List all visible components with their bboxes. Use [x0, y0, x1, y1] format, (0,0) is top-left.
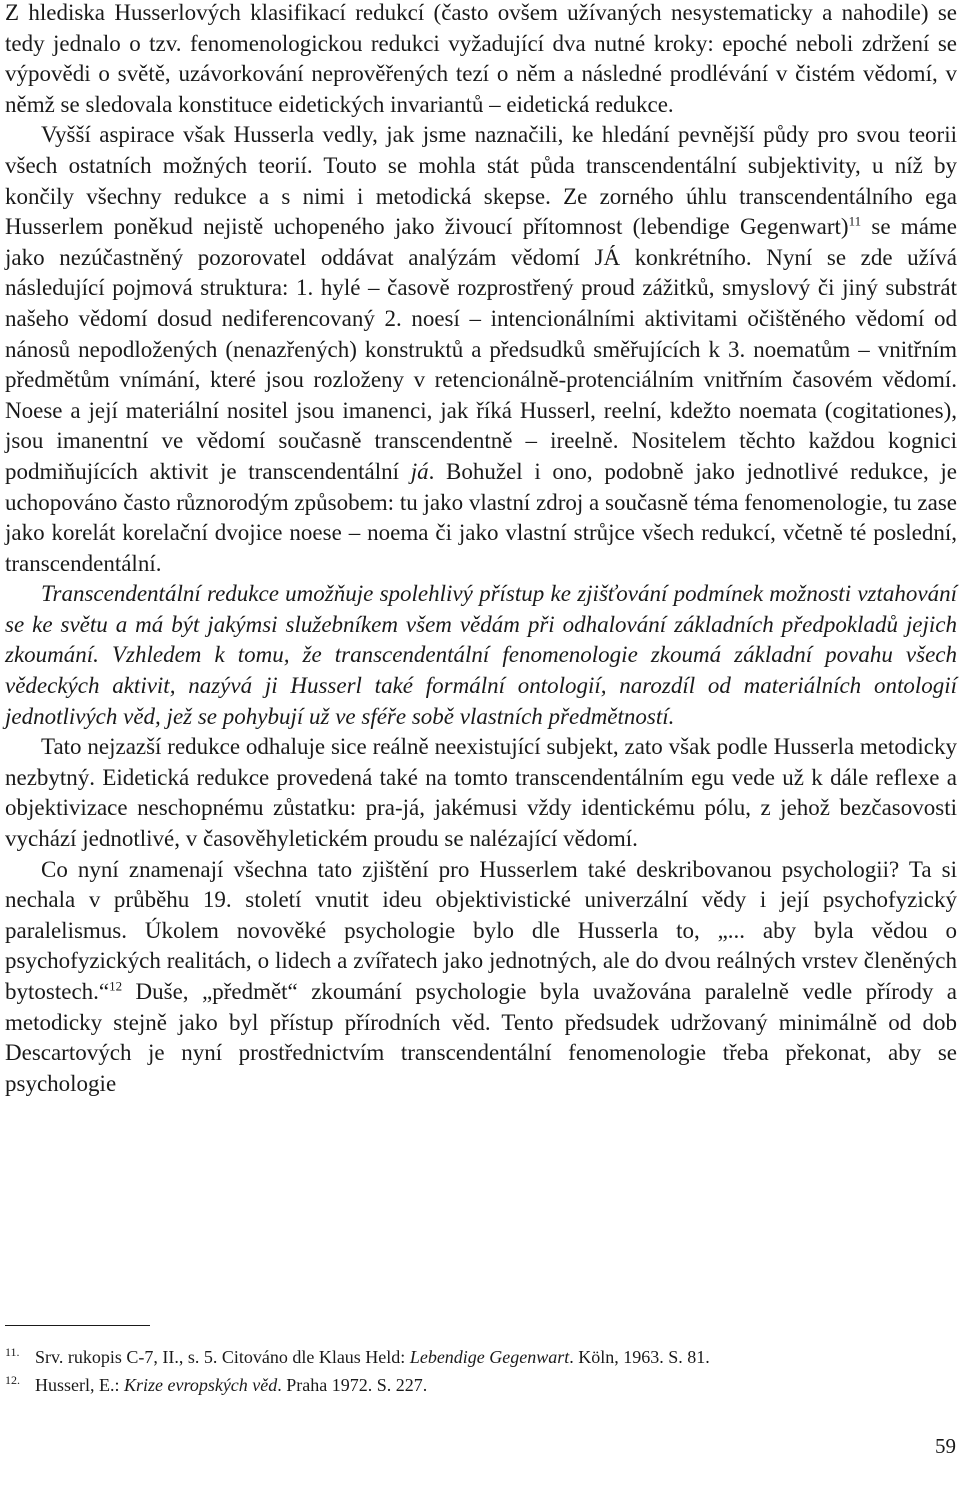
paragraph-text: se máme jako nezúčastněný pozorovatel oddávat analýzám vědomí JÁ konkrétního. Nyní se zde užívá následující pojmová struktura: 1. hylé – časově rozprostřený proud zážitků, smyslový či jiný substrát našeho vědomí dosud nediferencovaný 2. noesí – intencionálními aktivitami očištěného vědomí od nánosů nepodložených (nenazřených) konstruktů a předsudků směřujících k 3. noematům – vnitřním předmětům vnímání, které jsou rozloženy v retencionálně-protenciálním vnitřním časovém vědomí. Noese a její materiální nositel jsou imanenci, jak říká Husserl, reelní, kdežto noemata (cogitationes), jsou imanentní ve vědomí současně transcendentně – ireelně. Nositelem těchto každou kognici podmiňujících aktivit je transcendentální: [5, 214, 958, 484]
body-text: [5, 0, 957, 1099]
footnote-ref-11[interactable]: 11: [848, 213, 862, 229]
paragraph-psychology: [5, 855, 957, 1100]
footnote-text: [35, 1371, 957, 1399]
footnote-text-part: . Praha 1972. S. 227.: [277, 1375, 428, 1395]
footnote-number: 12.: [5, 1373, 20, 1387]
footnote-11: [5, 1343, 957, 1371]
footnote-number: 11.: [5, 1345, 20, 1359]
paragraph-epoche: [5, 0, 957, 120]
footnotes: [5, 1343, 957, 1399]
footnote-text: [35, 1343, 957, 1371]
emphasis-ja: já: [410, 458, 429, 484]
paragraph-transcendental-subjectivity: [5, 120, 957, 579]
footnote-text-part: Srv. rukopis C-7, II., s. 5. Citováno dle Klaus Held:: [35, 1347, 410, 1367]
paragraph-text: . Bohužel i ono, podobně jako jednotlivé redukce, je uchopováno často různorodým způsobem: tu jako vlastní zdroj a současně téma fenomenologie, tu zase jako korelát korelační dvojice noese – noema či jako vlastní strůjce všech redukcí, včetně té poslední, transcendentální.: [5, 458, 957, 576]
paragraph-text: Tato nejzazší redukce odhaluje sice reálně neexistující subjekt, zato však podle Husserla metodicky nezbytný. Eidetická redukce provedená také na tomto transcendentálním egu vede už k dále reflexe a objektivizace neschopnému zůstatku: pra-já, jakémusi vždy identickému pólu, z jehož bezčasovosti vychází jednotlivé, v časověhyletickém proudu se nalézající vědomí.: [5, 734, 957, 852]
footnote-title: Krize evropských věd: [124, 1375, 278, 1395]
paragraph-text: Z hlediska Husserlových klasifikací redukcí (často ovšem užívaných nesystematicky a nahodile) se tedy jednalo o tzv. fenomenologickou redukci vyžadující dva nutné kroky: epoché neboli zdržení se výpovědi o světě, uzávorkování neprověřených tezí o něm a následné prodlévání v čistém vědomí, v němž se sledovala konstituce eidetických invariantů – eidetická redukce.: [5, 0, 957, 117]
footnote-text-part: Husserl, E.:: [35, 1375, 124, 1395]
footnote-text-part: . Köln, 1963. S. 81.: [569, 1347, 710, 1367]
paragraph-text: Transcendentální redukce umožňuje spolehlivý přístup ke zjišťování podmínek možnosti vztahování se ke světu a má být jakýmsi služebníkem všem vědám při odhalování základních předpokladů jejich zkoumání. Vzhledem k tomu, že transcendentální fenomenologie zkoumá základní povahu všech vědeckých aktivit, nazývá ji Husserl také formální ontologií, narozdíl od materiálních ontologií jednotlivých věd, jež se pohybují už ve sféře sobě vlastních předmětností.: [5, 581, 957, 729]
paragraph-text: Duše, „předmět“ zkoumání psychologie byla uvažována paralelně vedle přírody a metodicky stejně jako byl přístup přírodních věd. Tento předsudek udržovaný minimálně od dob Descartových je nyní prostřednictvím transcendentální fenomenologie třeba překonat, aby se psychologie: [5, 979, 957, 1096]
paragraph-text: Co nyní znamenají všechna tato zjištění pro Husserlem také deskribovanou psychologii? Ta si nechala v průběhu 19. století vnutit ideu objektivistické univerzální vědy i její psychofyzický paralelismus. Úkolem novověké psychologie bylo dle Husserla to, „... aby byla vědou o psychofyzických realitách, o lidech a zvířatech jako jednotných, ale do dvou reálných vrstev členěných bytostech.“: [5, 856, 957, 1004]
footnote-divider: [5, 1325, 150, 1326]
footnote-title: Lebendige Gegenwart: [409, 1347, 570, 1367]
paragraph-italic-reduction: [5, 579, 957, 732]
paragraph-text: Vyšší aspirace však Husserla vedly, jak jsme naznačili, ke hledání pevnější půdy pro svou teorii všech ostatních možných teorií. Touto se mohla stát půda transcendentální subjektivity, u níž by končily všechny redukce a s nimi i metodická skepse. Ze zorného úhlu transcendentálního ega Husserlem poněkud nejistě uchopeného jako živoucí přítomnost (lebendige Gegenwart): [5, 122, 957, 240]
footnote-12: [5, 1371, 957, 1399]
footnote-ref-12[interactable]: 12: [109, 978, 123, 994]
paragraph-ultimate-reduction: [5, 732, 957, 854]
page-number: 59: [935, 1434, 956, 1458]
